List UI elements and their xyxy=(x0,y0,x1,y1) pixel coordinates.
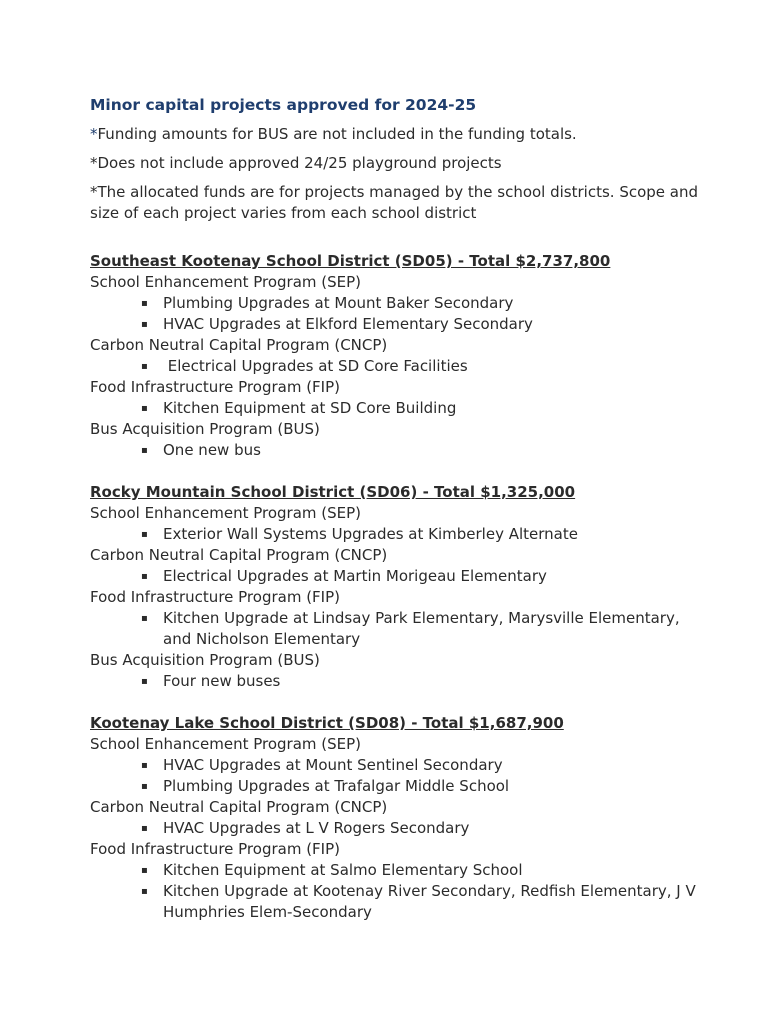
note-asterisk: * xyxy=(90,154,98,172)
document-page xyxy=(90,95,700,923)
project-item-text: Electrical Upgrades at Martin Morigeau Elementary xyxy=(163,567,547,585)
note-text: The allocated funds are for projects managed by the school districts. Scope and size of each project varies from each school district xyxy=(90,183,699,222)
districts-section xyxy=(90,251,700,923)
project-item-text: Electrical Upgrades at SD Core Facilities xyxy=(163,357,468,375)
project-item xyxy=(141,440,700,461)
program-name: Carbon Neutral Capital Program (CNCP) xyxy=(90,798,388,816)
project-item-text: Kitchen Equipment at Salmo Elementary School xyxy=(163,861,523,879)
project-item xyxy=(141,755,700,776)
program-name: School Enhancement Program (SEP) xyxy=(90,504,362,522)
project-list xyxy=(90,440,700,461)
program-name: Food Infrastructure Program (FIP) xyxy=(90,378,341,396)
project-item xyxy=(141,314,700,335)
program-name: Carbon Neutral Capital Program (CNCP) xyxy=(90,336,388,354)
note-text: Does not include approved 24/25 playground projects xyxy=(97,154,502,172)
program-name: School Enhancement Program (SEP) xyxy=(90,273,362,291)
project-item-text: Four new buses xyxy=(163,672,281,690)
district-section xyxy=(90,251,700,461)
project-list xyxy=(90,524,700,545)
project-item xyxy=(141,356,700,377)
note-asterisk: * xyxy=(90,183,98,201)
district-title: Southeast Kootenay School District (SD05) - Total $2,737,800 xyxy=(90,252,611,270)
square-bullet-icon: ▪ xyxy=(141,886,148,897)
project-list xyxy=(90,293,700,335)
square-bullet-icon: ▪ xyxy=(141,571,148,582)
project-list xyxy=(90,356,700,377)
project-list xyxy=(90,860,700,923)
project-item-text: HVAC Upgrades at L V Rogers Secondary xyxy=(163,819,470,837)
project-item-text: HVAC Upgrades at Mount Sentinel Secondary xyxy=(163,756,503,774)
project-item xyxy=(141,566,700,587)
project-list xyxy=(90,671,700,692)
program-name: Carbon Neutral Capital Program (CNCP) xyxy=(90,546,388,564)
district-section xyxy=(90,713,700,923)
project-list xyxy=(90,566,700,587)
program-name: Food Infrastructure Program (FIP) xyxy=(90,840,341,858)
square-bullet-icon: ▪ xyxy=(141,760,148,771)
project-list xyxy=(90,398,700,419)
square-bullet-icon: ▪ xyxy=(141,319,148,330)
square-bullet-icon: ▪ xyxy=(141,298,148,309)
square-bullet-icon: ▪ xyxy=(141,361,148,372)
program-name: Bus Acquisition Program (BUS) xyxy=(90,651,320,669)
square-bullet-icon: ▪ xyxy=(141,865,148,876)
project-list xyxy=(90,608,700,650)
square-bullet-icon: ▪ xyxy=(141,823,148,834)
project-item xyxy=(141,860,700,881)
project-item-text: Plumbing Upgrades at Trafalgar Middle School xyxy=(163,777,510,795)
district-title: Kootenay Lake School District (SD08) - Total $1,687,900 xyxy=(90,714,564,732)
square-bullet-icon: ▪ xyxy=(141,781,148,792)
note-2 xyxy=(90,153,700,174)
square-bullet-icon: ▪ xyxy=(141,403,148,414)
project-item-text: One new bus xyxy=(163,441,261,459)
project-item-text: Kitchen Equipment at SD Core Building xyxy=(163,399,457,417)
note-asterisk: * xyxy=(90,125,98,143)
project-item xyxy=(141,293,700,314)
project-item xyxy=(141,398,700,419)
program-name: Bus Acquisition Program (BUS) xyxy=(90,420,320,438)
square-bullet-icon: ▪ xyxy=(141,613,148,624)
square-bullet-icon: ▪ xyxy=(141,529,148,540)
project-item-text: Kitchen Upgrade at Kootenay River Secondary, Redfish Elementary, J V Humphries Elem-Secondary xyxy=(163,882,701,921)
project-list xyxy=(90,755,700,797)
project-item-text: HVAC Upgrades at Elkford Elementary Secondary xyxy=(163,315,533,333)
district-section xyxy=(90,482,700,692)
project-list xyxy=(90,818,700,839)
district-title: Rocky Mountain School District (SD06) - Total $1,325,000 xyxy=(90,483,576,501)
project-item xyxy=(141,818,700,839)
project-item-text: Kitchen Upgrade at Lindsay Park Elementary, Marysville Elementary, and Nicholson Elementary xyxy=(163,609,685,648)
program-name: Food Infrastructure Program (FIP) xyxy=(90,588,341,606)
note-text: Funding amounts for BUS are not included in the funding totals. xyxy=(97,125,577,143)
note-1 xyxy=(90,124,700,145)
square-bullet-icon: ▪ xyxy=(141,676,148,687)
project-item-text: Exterior Wall Systems Upgrades at Kimberley Alternate xyxy=(163,525,578,543)
project-item xyxy=(141,671,700,692)
note-3 xyxy=(90,182,700,224)
notes-section xyxy=(90,124,700,224)
page-title: Minor capital projects approved for 2024-25 xyxy=(90,96,477,114)
project-item xyxy=(141,776,700,797)
project-item-text: Plumbing Upgrades at Mount Baker Secondary xyxy=(163,294,514,312)
program-name: School Enhancement Program (SEP) xyxy=(90,735,362,753)
project-item xyxy=(141,524,700,545)
project-item xyxy=(141,881,701,923)
project-item xyxy=(141,608,700,650)
square-bullet-icon: ▪ xyxy=(141,445,148,456)
